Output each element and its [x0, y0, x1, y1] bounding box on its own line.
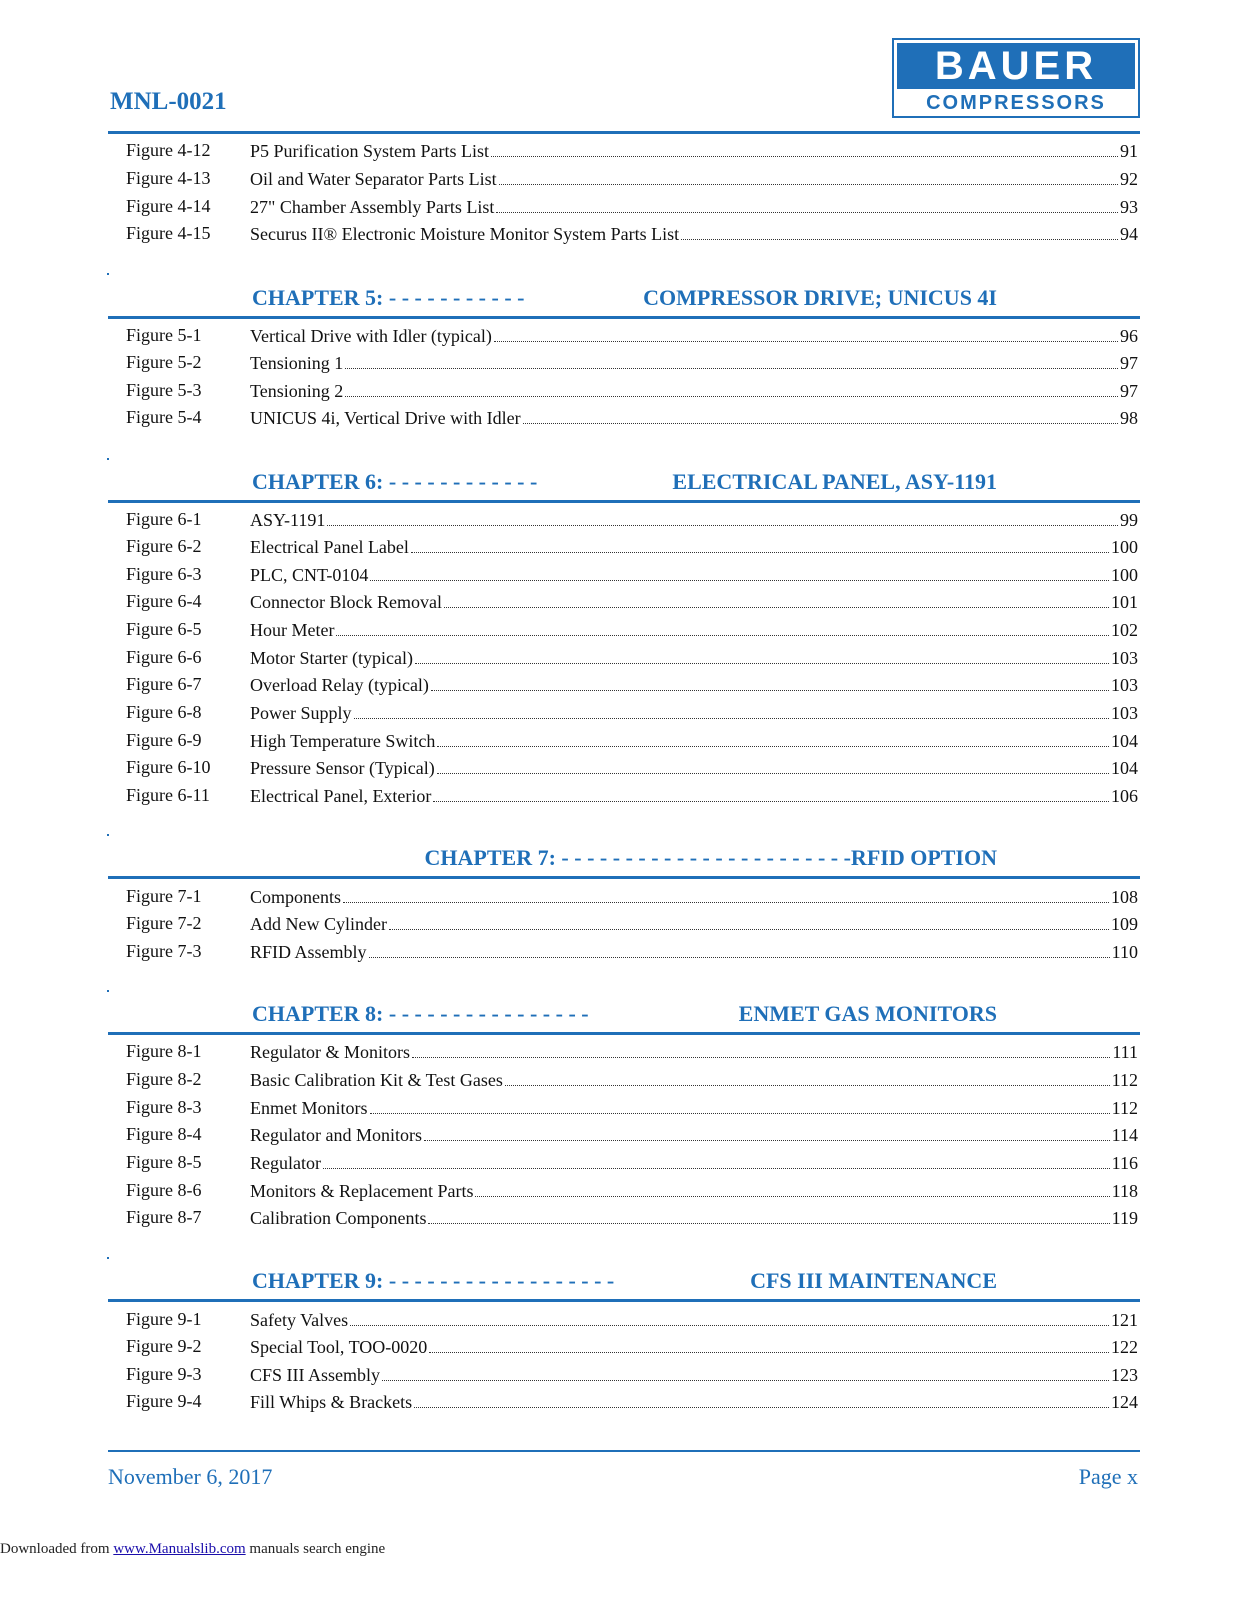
figure-caption: P5 Purification System Parts List [250, 141, 490, 161]
dot-leader [428, 1204, 1109, 1224]
toc-entry[interactable] [126, 1204, 1138, 1230]
chapter-heading [252, 843, 997, 873]
dot-leader [382, 1361, 1109, 1381]
figure-number: Figure 6-4 [126, 591, 202, 611]
section-marker [107, 273, 109, 275]
section-marker [107, 834, 109, 836]
dot-leader [412, 1038, 1110, 1058]
download-suffix: manuals search engine [245, 1541, 386, 1557]
page-number: 99 [1120, 510, 1138, 530]
dot-leader [323, 1149, 1110, 1169]
figure-caption: Power Supply [250, 703, 352, 723]
figure-number: Figure 6-3 [126, 564, 202, 584]
download-notice [0, 1541, 385, 1558]
figure-caption: Tensioning 2 [250, 381, 344, 401]
figure-caption: Electrical Panel, Exterior [250, 786, 432, 806]
page-number: 93 [1120, 197, 1138, 217]
toc-entry[interactable] [126, 616, 1138, 642]
figure-caption: UNICUS 4i, Vertical Drive with Idler [250, 408, 521, 428]
figure-number: Figure 6-1 [126, 509, 202, 529]
dot-leader [494, 322, 1118, 342]
dot-leader [345, 349, 1118, 369]
toc-entry[interactable] [126, 220, 1138, 246]
figure-caption: Add New Cylinder [250, 914, 387, 934]
page-number: 124 [1111, 1392, 1138, 1412]
figure-caption: ASY-1191 [250, 510, 326, 530]
dot-leader [499, 165, 1118, 185]
figure-caption: CFS III Assembly [250, 1365, 381, 1385]
figure-caption: Enmet Monitors [250, 1098, 368, 1118]
footer-rule [108, 1450, 1140, 1452]
chapter-number: CHAPTER 7: - - - - - - - - - - - - - - - - - - - - - - -RFID OPTION [424, 845, 997, 870]
dot-leader [350, 1306, 1109, 1326]
chapter-rule [108, 1032, 1140, 1035]
page-number: 108 [1111, 887, 1138, 907]
figure-caption: Fill Whips & Brackets [250, 1392, 413, 1412]
page-number: 100 [1111, 565, 1138, 585]
toc-entry[interactable] [126, 782, 1138, 808]
figure-caption: Tensioning 1 [250, 353, 344, 373]
figure-caption: Special Tool, TOO-0020 [250, 1337, 428, 1357]
page-number: 112 [1111, 1070, 1138, 1090]
page-number: 91 [1120, 141, 1138, 161]
dot-leader [415, 644, 1109, 664]
toc-entry[interactable] [126, 1094, 1138, 1120]
figure-caption: Safety Valves [250, 1310, 349, 1330]
chapter-number: CHAPTER 6: - - - - - - - - - - - - [252, 469, 538, 494]
page-number: 103 [1111, 648, 1138, 668]
figure-number: Figure 5-2 [126, 352, 202, 372]
page-number: 98 [1120, 408, 1138, 428]
figure-number: Figure 8-7 [126, 1207, 202, 1227]
figure-caption: Basic Calibration Kit & Test Gases [250, 1070, 503, 1090]
page-number: 121 [1111, 1310, 1138, 1330]
toc-entry[interactable] [126, 938, 1138, 964]
toc-entry[interactable] [126, 1066, 1138, 1092]
page-number: 123 [1111, 1365, 1138, 1385]
figure-caption: Connector Block Removal [250, 592, 442, 612]
page-number: 111 [1112, 1042, 1138, 1062]
page-number: 122 [1111, 1337, 1138, 1357]
dot-leader [424, 1121, 1110, 1141]
figure-number: Figure 8-5 [126, 1152, 202, 1172]
chapter-title: COMPRESSOR DRIVE; UNICUS 4I [643, 285, 997, 310]
document-id: MNL-0021 [110, 88, 227, 115]
figure-number: Figure 8-3 [126, 1097, 202, 1117]
toc-entry[interactable] [126, 671, 1138, 697]
toc-entry[interactable] [126, 699, 1138, 725]
dot-leader [681, 220, 1118, 240]
figure-number: Figure 8-2 [126, 1069, 202, 1089]
dot-leader [433, 782, 1109, 802]
toc-entry[interactable] [126, 588, 1138, 614]
figure-caption: RFID Assembly [250, 942, 367, 962]
figure-caption: High Temperature Switch [250, 731, 436, 751]
figure-caption: PLC, CNT-0104 [250, 565, 369, 585]
dot-leader [429, 1333, 1109, 1353]
dot-leader [327, 506, 1118, 526]
dot-leader [437, 727, 1109, 747]
figure-number: Figure 4-15 [126, 223, 211, 243]
figure-number: Figure 4-14 [126, 196, 211, 216]
figure-number: Figure 4-13 [126, 168, 211, 188]
chapter-number: CHAPTER 5: - - - - - - - - - - - [252, 285, 525, 310]
page-number: 103 [1111, 675, 1138, 695]
dot-leader [523, 404, 1118, 424]
toc-entry[interactable] [126, 644, 1138, 670]
figure-caption: 27" Chamber Assembly Parts List [250, 197, 495, 217]
figure-caption: Pressure Sensor (Typical) [250, 758, 435, 778]
figure-number: Figure 9-3 [126, 1364, 202, 1384]
dot-leader [336, 616, 1109, 636]
chapter-rule [108, 500, 1140, 503]
figure-number: Figure 6-5 [126, 619, 202, 639]
dot-leader [431, 671, 1109, 691]
dot-leader [444, 588, 1109, 608]
footer-date: November 6, 2017 [108, 1464, 273, 1489]
figure-number: Figure 5-1 [126, 325, 202, 345]
chapter-heading [252, 467, 997, 497]
figure-caption: Vertical Drive with Idler (typical) [250, 326, 492, 346]
page-number: 110 [1111, 942, 1138, 962]
page-number: 109 [1111, 914, 1138, 934]
download-prefix: Downloaded from [0, 1541, 114, 1557]
toc-entry[interactable] [126, 727, 1138, 753]
figure-number: Figure 7-2 [126, 913, 202, 933]
toc-entry[interactable] [126, 1333, 1138, 1359]
chapter-title: ELECTRICAL PANEL, ASY-1191 [672, 469, 997, 494]
figure-number: Figure 8-6 [126, 1180, 202, 1200]
page-number: 112 [1111, 1098, 1138, 1118]
figure-number: Figure 9-4 [126, 1391, 202, 1411]
page-number: 97 [1120, 381, 1138, 401]
footer-page-number: Page x [1078, 1464, 1138, 1489]
page-number: 119 [1111, 1208, 1138, 1228]
section-marker [107, 458, 109, 460]
toc-entry[interactable] [126, 137, 1138, 163]
figure-number: Figure 6-11 [126, 785, 210, 805]
figure-number: Figure 6-6 [126, 647, 202, 667]
figure-caption: Oil and Water Separator Parts List [250, 169, 497, 189]
toc-entry[interactable] [126, 1149, 1138, 1175]
figure-caption: Monitors & Replacement Parts [250, 1181, 474, 1201]
dot-leader [411, 533, 1109, 553]
figure-number: Figure 6-8 [126, 702, 202, 722]
dot-leader [369, 938, 1110, 958]
manualslib-link[interactable]: www.Manualslib.com [113, 1541, 246, 1557]
toc-entry[interactable] [126, 910, 1138, 936]
dot-leader [496, 193, 1118, 213]
page-number: 106 [1111, 786, 1138, 806]
dot-leader [505, 1066, 1110, 1086]
page-number: 104 [1111, 731, 1138, 751]
page-number: 103 [1111, 703, 1138, 723]
dot-leader [370, 1094, 1110, 1114]
toc-entry[interactable] [126, 533, 1138, 559]
figure-caption: Calibration Components [250, 1208, 427, 1228]
toc-entry[interactable] [126, 322, 1138, 348]
toc-entry[interactable] [126, 193, 1138, 219]
figure-number: Figure 9-2 [126, 1336, 202, 1356]
toc-entry[interactable] [126, 883, 1138, 909]
page-number: 92 [1120, 169, 1138, 189]
page-number: 102 [1111, 620, 1138, 640]
figure-number: Figure 6-2 [126, 536, 202, 556]
page-number: 114 [1111, 1125, 1138, 1145]
figure-caption: Overload Relay (typical) [250, 675, 429, 695]
chapter-number: CHAPTER 9: - - - - - - - - - - - - - - - - - - [252, 1268, 615, 1293]
dot-leader [437, 754, 1109, 774]
figure-number: Figure 9-1 [126, 1309, 202, 1329]
figure-caption: Regulator & Monitors [250, 1042, 410, 1062]
chapter-title: CFS III MAINTENANCE [750, 1268, 997, 1293]
page-number: 96 [1120, 326, 1138, 346]
toc-entry[interactable] [126, 1038, 1138, 1064]
dot-leader [343, 883, 1109, 903]
dot-leader [354, 699, 1109, 719]
chapter-title: ENMET GAS MONITORS [738, 1001, 997, 1026]
chapter-heading [252, 1266, 997, 1296]
page-number: 97 [1120, 353, 1138, 373]
chapter-heading [252, 999, 997, 1029]
toc-entry[interactable] [126, 404, 1138, 430]
dot-leader [491, 137, 1118, 157]
header-rule [108, 131, 1140, 134]
page-number: 118 [1111, 1181, 1138, 1201]
chapter-number: CHAPTER 8: - - - - - - - - - - - - - - - - [252, 1001, 589, 1026]
figure-number: Figure 8-1 [126, 1041, 202, 1061]
figure-number: Figure 4-12 [126, 140, 211, 160]
page-number: 100 [1111, 537, 1138, 557]
dot-leader [345, 377, 1118, 397]
figure-caption: Securus II® Electronic Moisture Monitor System Parts List [250, 224, 680, 244]
figure-caption: Regulator and Monitors [250, 1125, 422, 1145]
logo-subtitle: COMPRESSORS [926, 92, 1106, 114]
figure-caption: Motor Starter (typical) [250, 648, 413, 668]
figure-number: Figure 7-1 [126, 886, 202, 906]
chapter-heading [252, 283, 997, 313]
page-number: 104 [1111, 758, 1138, 778]
chapter-rule [108, 316, 1140, 319]
chapter-rule [108, 1299, 1140, 1302]
section-marker [107, 990, 109, 992]
figure-number: Figure 6-10 [126, 757, 211, 777]
toc-entry[interactable] [126, 1361, 1138, 1387]
chapter-rule [108, 876, 1140, 879]
toc-entry[interactable] [126, 349, 1138, 375]
figure-number: Figure 5-3 [126, 380, 202, 400]
figure-number: Figure 7-3 [126, 941, 202, 961]
toc-entry[interactable] [126, 1306, 1138, 1332]
toc-entry[interactable] [126, 165, 1138, 191]
page-number: 101 [1111, 592, 1138, 612]
figure-number: Figure 6-9 [126, 730, 202, 750]
toc-entry[interactable] [126, 1177, 1138, 1203]
page-number: 94 [1120, 224, 1138, 244]
section-marker [107, 1257, 109, 1259]
figure-number: Figure 5-4 [126, 407, 202, 427]
toc-entry[interactable] [126, 377, 1138, 403]
toc-entry[interactable] [126, 1121, 1138, 1147]
figure-number: Figure 6-7 [126, 674, 202, 694]
toc-entry[interactable] [126, 506, 1138, 532]
toc-entry[interactable] [126, 561, 1138, 587]
dot-leader [414, 1388, 1109, 1408]
toc-entry[interactable] [126, 1388, 1138, 1414]
dot-leader [475, 1177, 1109, 1197]
figure-caption: Components [250, 887, 342, 907]
dot-leader [389, 910, 1109, 930]
figure-number: Figure 8-4 [126, 1124, 202, 1144]
bauer-logo [892, 38, 1140, 118]
toc-entry[interactable] [126, 754, 1138, 780]
figure-caption: Hour Meter [250, 620, 335, 640]
dot-leader [370, 561, 1109, 581]
page-number: 116 [1111, 1153, 1138, 1173]
figure-caption: Regulator [250, 1153, 321, 1173]
figure-caption: Electrical Panel Label [250, 537, 409, 557]
logo-brand: BAUER [897, 43, 1135, 89]
